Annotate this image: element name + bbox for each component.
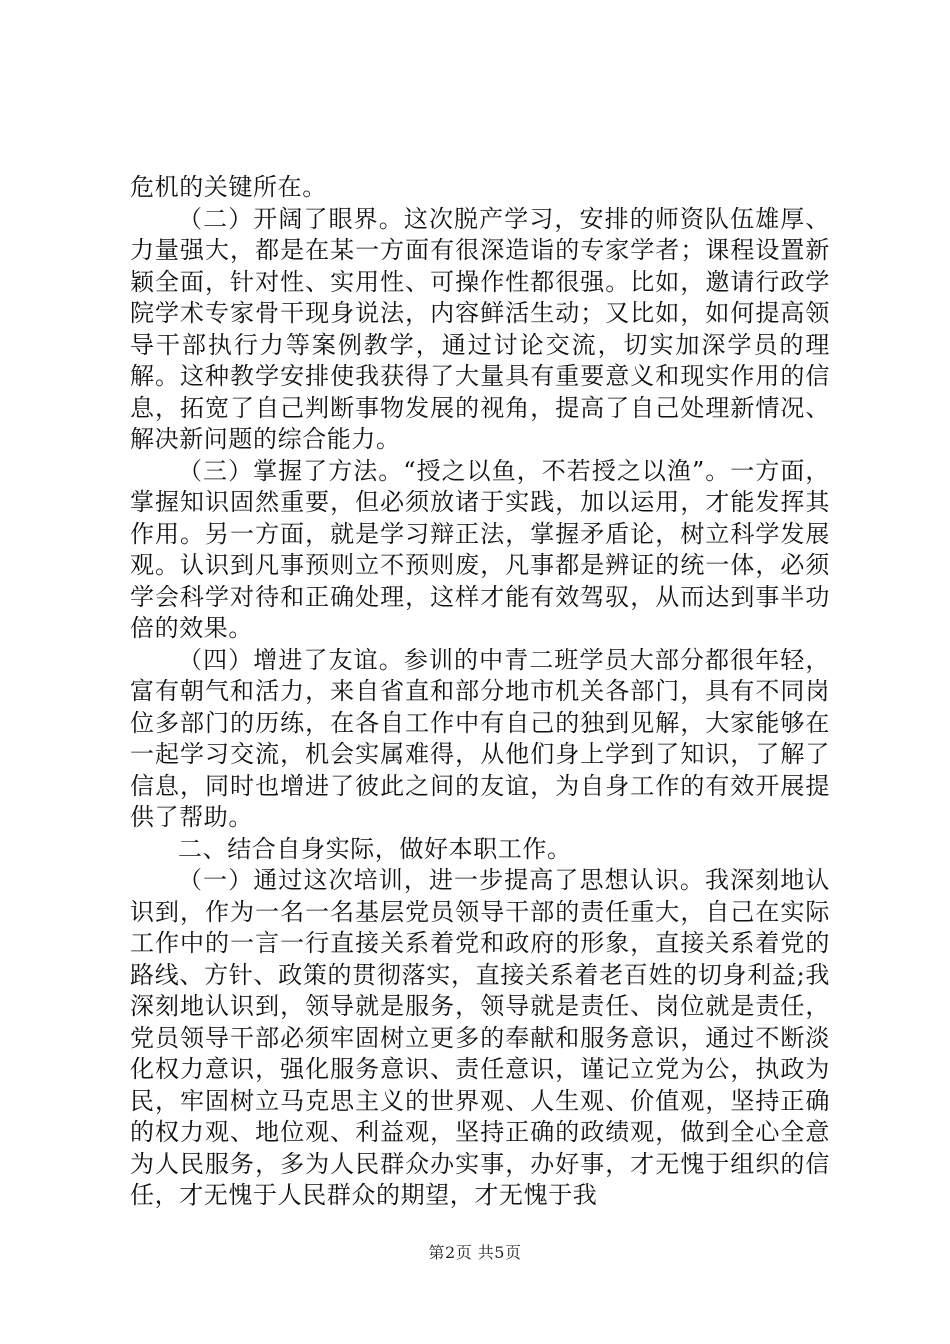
paragraph-thinking: （一）通过这次培训，进一步提高了思想认识。我深刻地认识到，作为一名一名基层党员领导干部的责任重大，自己在实际工作中的一言一行直接关系着党和政府的形象，直接关系着党的路线、方针、政策的贯彻落实，直接关系着老百姓的切身利益;我深刻地认识到，领导就是服务，领导就是责任、岗位就是责任，党员领导干部必须牢固树立更多的奉献和服务意识，通过不断淡化权力意识，强化服务意识、责任意识，谨记立党为公，执政为民，牢固树立马克思主义的世界观、人生观、价值观，坚持正确的权力观、地位观、利益观，坚持正确的政绩观，做到全心全意为人民服务，多为人民群众办实事，办好事，才无愧于组织的信任，才无愧于人民群众的期望，才无愧于我 bbox=[130, 866, 830, 1209]
page-footer: 第2页 共5页 bbox=[428, 1243, 522, 1262]
paragraph-broadened-horizons: （二）开阔了眼界。这次脱产学习，安排的师资队伍雄厚、力量强大，都是在某一方面有很深造诣的专家学者；课程设置新颖全面，针对性、实用性、可操作性都很强。比如，邀请行政学院学术专家骨干现身说法，内容鲜活生动；又比如，如何提高领导干部执行力等案例教学，通过讨论交流，切实加深学员的理解。这种教学安排使我获得了大量具有重要意义和现实作用的信息，拓宽了自己判断事物发展的视角，提高了自己处理新情况、解决新问题的综合能力。 bbox=[130, 204, 830, 453]
paragraph-continuation: 危机的关键所在。 bbox=[130, 173, 327, 201]
paragraph-mastered-methods: （三）掌握了方法。“授之以鱼，不若授之以渔”。一方面，掌握知识固然重要，但必须放诸于实践，加以运用，才能发挥其作用。另一方面，就是学习辩正法，掌握矛盾论，树立科学发展观。认识到凡事预则立不预则废，凡事都是辨证的统一体，必须学会科学对待和正确处理，这样才能有效驾驭，从而达到事半功倍的效果。 bbox=[130, 456, 830, 642]
paragraph-friendship: （四）增进了友谊。参训的中青二班学员大部分都很年轻，富有朝气和活力，来自省直和部分地市机关各部门，具有不同岗位多部门的历练，在各自工作中有自己的独到见解，大家能够在一起学习交流，机会实属难得，从他们身上学到了知识，了解了信息，同时也增进了彼此之间的友谊，为自身工作的有效开展提供了帮助。 bbox=[130, 645, 830, 831]
document-body bbox=[130, 172, 830, 1212]
section-heading-two: 二、结合自身实际，做好本职工作。 bbox=[178, 834, 572, 863]
